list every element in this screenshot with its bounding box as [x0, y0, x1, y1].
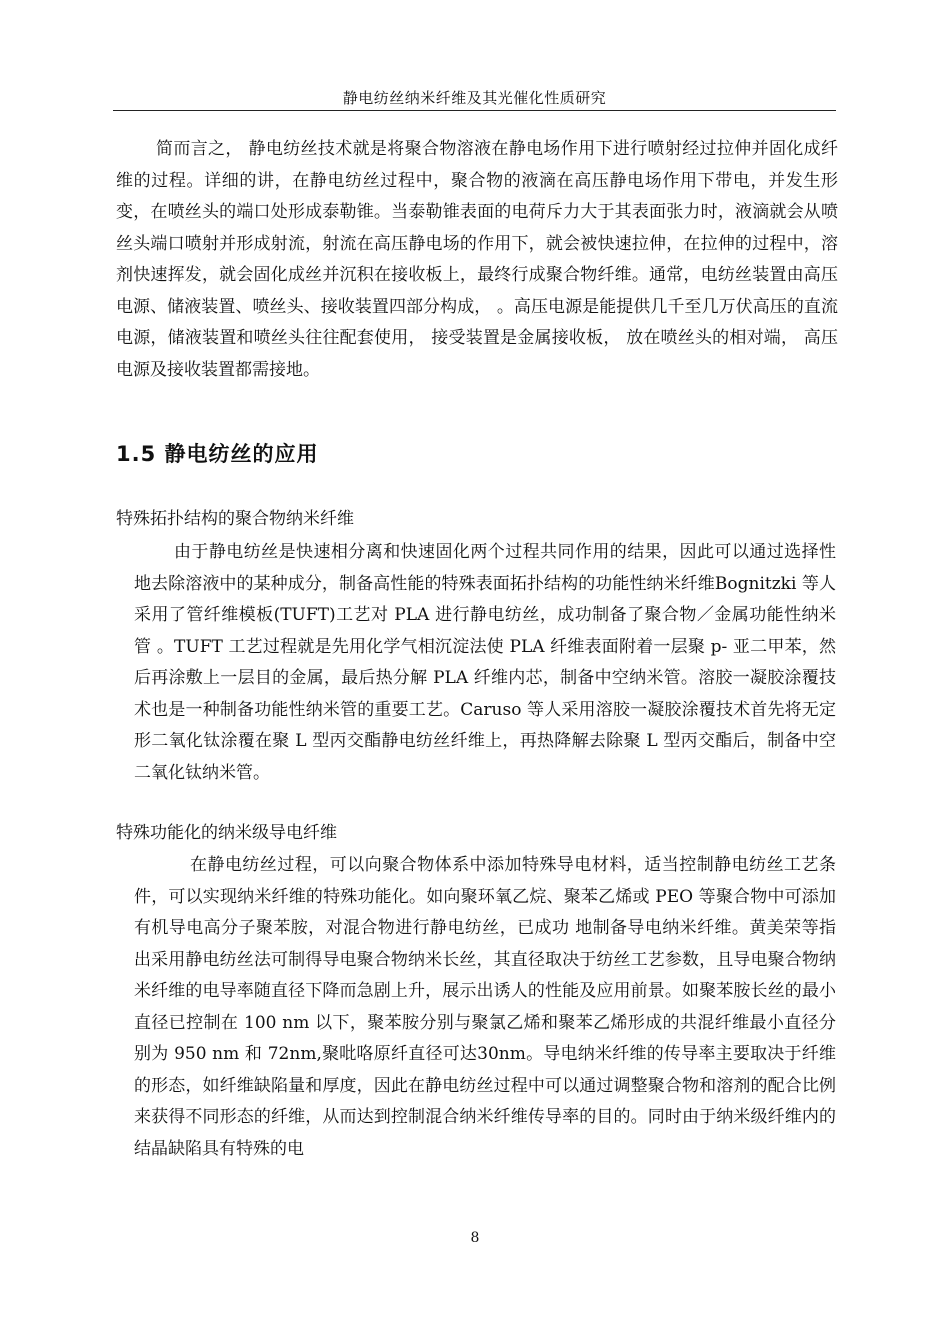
subsection-title-conductive: 特殊功能化的纳米级导电纤维	[116, 823, 337, 843]
section-heading: 1.5 静电纺丝的应用	[116, 442, 319, 466]
running-header: 静电纺丝纳米纤维及其光催化性质研究	[342, 89, 607, 107]
intro-paragraph: 简而言之， 静电纺丝技术就是将聚合物溶液在静电场作用下进行喷射经过拉伸并固化成纤维的过程。详细的讲，在静电纺丝过程中，聚合物的液滴在高压静电场作用下带电，并发生形变，在喷丝头的端口处形成泰勒锥。当泰勒锥表面的电荷斥力大于其表面张力时，液滴就会从喷丝头端口喷射并形成射流，射流在高压静电场的作用下，就会被快速拉伸，在拉伸的过程中，溶剂快速挥发，就会固化成丝并沉积在接收板上，最终行成聚合物纤维。通常，电纺丝装置由高压电源、储液装置、喷丝头、接收装置四部分构成， 。高压电源是能提供几千至几万伏高压的直流电源，储液装置和喷丝头往往配套使用， 接受装置是金属接收板， 放在喷丝头的相对端， 高压电源及接收装置都需接地。	[116, 139, 838, 380]
header-divider	[113, 110, 836, 111]
subsection-body-topology: 由于静电纺丝是快速相分离和快速固化两个过程共同作用的结果，因此可以通过选择性地去除溶液中的某种成分，制备高性能的特殊表面拓扑结构的功能性纳米纤维Bognitzki 等人采用了管纤维模板(TUFT)工艺对 PLA 进行静电纺丝，成功制备了聚合物／金属功能性纳米管 。TUFT 工艺过程就是先用化学气相沉淀法使 PLA 纤维表面附着一层聚 p- 亚二甲苯，然后再涂敷上一层目的金属，最后热分解 PLA 纤维内芯，制备中空纳米管。溶胶一凝胶涂覆技术也是一种制备功能性纳米管的重要工艺。Caruso 等人采用溶胶一凝胶涂覆技术首先将无定形二氧化钛涂覆在聚 L 型丙交酯静电纺丝纤维上，再热降解去除聚 L 型丙交酯后，制备中空二氧化钛纳米管。	[134, 542, 836, 783]
subsection-body-conductive: 在静电纺丝过程，可以向聚合物体系中添加特殊导电材料，适当控制静电纺丝工艺条件，可以实现纳米纤维的特殊功能化。如向聚环氧乙烷、聚苯乙烯或 PEO 等聚合物中可添加有机导电高分子聚苯胺，对混合物进行静电纺丝，已成功 地制备导电纳米纤维。黄美荣等指出采用静电纺丝法可制得导电聚合物纳米长丝，其直径取决于纺丝工艺参数，且导电聚合物纳米纤维的电导率随直径下降而急剧上升，展示出诱人的性能及应用前景。如聚苯胺长丝的最小直径已控制在 100 nm 以下，聚苯胺分别与聚氯乙烯和聚苯乙烯形成的共混纤维最小直径分别为 950 nm 和 72nm,聚吡咯原纤直径可达30nm。导电纳米纤维的传导率主要取决于纤维的形态，如纤维缺陷量和厚度，因此在静电纺丝过程中可以通过调整聚合物和溶剂的配合比例来获得不同形态的纤维，从而达到控制混合纳米纤维传导率的目的。同时由于纳米级纤维内的结晶缺陷具有特殊的电	[134, 855, 836, 1159]
page-number: 8	[470, 1230, 480, 1246]
subsection-title-topology: 特殊拓扑结构的聚合物纳米纤维	[116, 509, 354, 529]
